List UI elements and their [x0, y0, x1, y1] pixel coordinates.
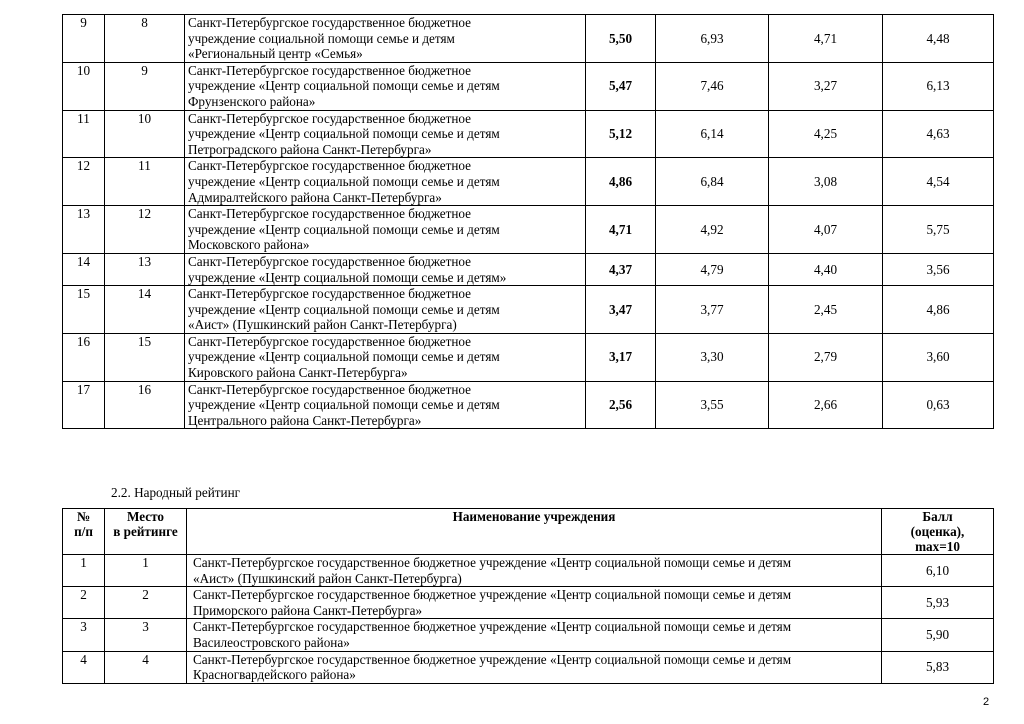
- criterion-3-score: 4,63: [883, 110, 994, 158]
- table-row: [63, 15, 994, 63]
- rating-place: 14: [105, 286, 185, 334]
- row-number: 10: [63, 62, 105, 110]
- row-number: 3: [63, 619, 105, 651]
- criterion-3-score: 0,63: [883, 381, 994, 429]
- total-score: 5,12: [586, 110, 656, 158]
- institution-name-line: «Аист» (Пушкинский район Санкт-Петербурга): [193, 570, 462, 586]
- total-score: 5,47: [586, 62, 656, 110]
- rating-place: 13: [105, 253, 185, 285]
- criterion-3-score: 4,48: [883, 15, 994, 63]
- table-row: [63, 158, 994, 206]
- table-row: [63, 619, 994, 651]
- criterion-2-score: 2,45: [769, 286, 883, 334]
- header-place: Место в рейтинге: [105, 509, 187, 555]
- criterion-2-score: 4,25: [769, 110, 883, 158]
- total-score: 2,56: [586, 381, 656, 429]
- institution-name: [185, 253, 586, 285]
- score-value: 5,90: [882, 619, 994, 651]
- criterion-2-score: 2,66: [769, 381, 883, 429]
- institution-name-line: Кировского района Санкт-Петербурга»: [188, 365, 408, 381]
- people-rating-table: [62, 508, 994, 684]
- rating-place: 4: [105, 651, 187, 683]
- criterion-1-score: 4,79: [656, 253, 769, 285]
- institution-name-line: «Аист» (Пушкинский район Санкт-Петербурга): [188, 317, 457, 333]
- rating-table-continued: [62, 14, 994, 429]
- criterion-3-score: 6,13: [883, 62, 994, 110]
- institution-name-line: Санкт-Петербургское государственное бюджетное: [188, 253, 472, 269]
- row-number: 4: [63, 651, 105, 683]
- criterion-1-score: 6,84: [656, 158, 769, 206]
- institution-name: [185, 15, 586, 63]
- institution-name-line: Московского района»: [188, 237, 310, 253]
- row-number: 2: [63, 587, 105, 619]
- total-score: 4,71: [586, 206, 656, 254]
- score-value: 5,93: [882, 587, 994, 619]
- row-number: 9: [63, 15, 105, 63]
- criterion-2-score: 4,40: [769, 253, 883, 285]
- institution-name-line: Санкт-Петербургское государственное бюджетное: [188, 15, 472, 30]
- institution-name-line: Санкт-Петербургское государственное бюджетное: [188, 333, 472, 349]
- institution-name-line: «Региональный центр «Семья»: [188, 46, 363, 62]
- institution-name: [187, 619, 882, 651]
- institution-name-line: Приморского района Санкт-Петербурга»: [193, 602, 423, 618]
- institution-name: [185, 62, 586, 110]
- rating-place: 11: [105, 158, 185, 206]
- institution-name-line: Петроградского района Санкт-Петербурга»: [188, 141, 432, 157]
- criterion-1-score: 3,55: [656, 381, 769, 429]
- institution-name: [185, 206, 586, 254]
- row-number: 1: [63, 555, 105, 587]
- table-row: [63, 110, 994, 158]
- institution-name-line: учреждение «Центр социальной помощи семье и детям: [188, 173, 500, 189]
- criterion-1-score: 4,92: [656, 206, 769, 254]
- institution-name-line: Санкт-Петербургское государственное бюджетное: [188, 110, 472, 126]
- header-row: [63, 509, 994, 555]
- institution-name-line: учреждение «Центр социальной помощи семье и детям: [188, 221, 500, 237]
- institution-name-line: Санкт-Петербургское государственное бюджетное учреждение «Центр социальной помощи семье и детям: [193, 587, 792, 603]
- row-number: 15: [63, 286, 105, 334]
- criterion-1-score: 7,46: [656, 62, 769, 110]
- institution-name-line: учреждение «Центр социальной помощи семье и детям: [188, 349, 500, 365]
- criterion-3-score: 4,54: [883, 158, 994, 206]
- institution-name: [185, 110, 586, 158]
- total-score: 5,50: [586, 15, 656, 63]
- rating-place: 15: [105, 333, 185, 381]
- criterion-2-score: 3,27: [769, 62, 883, 110]
- criterion-1-score: 3,77: [656, 286, 769, 334]
- institution-name-line: Красногвардейского района»: [193, 667, 356, 683]
- criterion-2-score: 4,07: [769, 206, 883, 254]
- table-row: [63, 651, 994, 683]
- header-score: Балл (оценка), max=10: [882, 509, 994, 555]
- criterion-3-score: 4,86: [883, 286, 994, 334]
- rating-place: 16: [105, 381, 185, 429]
- criterion-3-score: 5,75: [883, 206, 994, 254]
- header-name: Наименование учреждения: [187, 509, 882, 555]
- table-row: [63, 333, 994, 381]
- total-score: 4,86: [586, 158, 656, 206]
- institution-name: [185, 333, 586, 381]
- institution-name-line: учреждение «Центр социальной помощи семье и детям: [188, 301, 500, 317]
- institution-name: [185, 158, 586, 206]
- criterion-2-score: 4,71: [769, 15, 883, 63]
- total-score: 4,37: [586, 253, 656, 285]
- institution-name-line: Санкт-Петербургское государственное бюджетное: [188, 158, 472, 174]
- table-row: [63, 62, 994, 110]
- institution-name: [187, 587, 882, 619]
- table-row: [63, 555, 994, 587]
- criterion-2-score: 2,79: [769, 333, 883, 381]
- institution-name-line: учреждение «Центр социальной помощи семье и детям: [188, 397, 500, 413]
- criterion-1-score: 6,14: [656, 110, 769, 158]
- row-number: 13: [63, 206, 105, 254]
- rating-place: 3: [105, 619, 187, 651]
- section-title: 2.2. Народный рейтинг: [111, 485, 241, 500]
- score-value: 6,10: [882, 555, 994, 587]
- total-score: 3,17: [586, 333, 656, 381]
- institution-name-line: Фрунзенского района»: [188, 93, 316, 109]
- table-row: [63, 206, 994, 254]
- institution-name: [187, 555, 882, 587]
- institution-name-line: Санкт-Петербургское государственное бюджетное: [188, 286, 472, 302]
- table-row: [63, 381, 994, 429]
- institution-name-line: Санкт-Петербургское государственное бюджетное учреждение «Центр социальной помощи семье и детям: [193, 651, 792, 667]
- institution-name-line: учреждение социальной помощи семье и детям: [188, 30, 455, 46]
- institution-name-line: Василеостровского района»: [193, 634, 350, 650]
- row-number: 11: [63, 110, 105, 158]
- total-score: 3,47: [586, 286, 656, 334]
- row-number: 12: [63, 158, 105, 206]
- criterion-3-score: 3,60: [883, 333, 994, 381]
- row-number: 17: [63, 381, 105, 429]
- rating-place: 2: [105, 587, 187, 619]
- criterion-1-score: 6,93: [656, 15, 769, 63]
- criterion-2-score: 3,08: [769, 158, 883, 206]
- institution-name: [185, 381, 586, 429]
- rating-place: 9: [105, 62, 185, 110]
- institution-name-line: Санкт-Петербургское государственное бюджетное учреждение «Центр социальной помощи семье и детям: [193, 619, 792, 635]
- institution-name-line: Адмиралтейского района Санкт-Петербурга»: [188, 189, 442, 205]
- header-number: № п/п: [63, 509, 105, 555]
- table-row: [63, 286, 994, 334]
- criterion-1-score: 3,30: [656, 333, 769, 381]
- row-number: 16: [63, 333, 105, 381]
- institution-name-line: Санкт-Петербургское государственное бюджетное: [188, 62, 472, 78]
- row-number: 14: [63, 253, 105, 285]
- rating-place: 8: [105, 15, 185, 63]
- rating-place: 1: [105, 555, 187, 587]
- institution-name-line: Санкт-Петербургское государственное бюджетное: [188, 206, 472, 222]
- institution-name: [185, 286, 586, 334]
- institution-name-line: Центрального района Санкт-Петербурга»: [188, 412, 422, 428]
- score-value: 5,83: [882, 651, 994, 683]
- institution-name-line: Санкт-Петербургское государственное бюджетное: [188, 381, 472, 397]
- institution-name: [187, 651, 882, 683]
- institution-name-line: учреждение «Центр социальной помощи семье и детям: [188, 126, 500, 142]
- rating-place: 12: [105, 206, 185, 254]
- institution-name-line: учреждение «Центр социальной помощи семье и детям: [188, 78, 500, 94]
- institution-name-line: учреждение «Центр социальной помощи семье и детям»: [188, 269, 507, 285]
- page-number: 2: [983, 696, 990, 708]
- criterion-3-score: 3,56: [883, 253, 994, 285]
- rating-place: 10: [105, 110, 185, 158]
- table-row: [63, 587, 994, 619]
- institution-name-line: Санкт-Петербургское государственное бюджетное учреждение «Центр социальной помощи семье и детям: [193, 555, 792, 570]
- table-row: [63, 253, 994, 285]
